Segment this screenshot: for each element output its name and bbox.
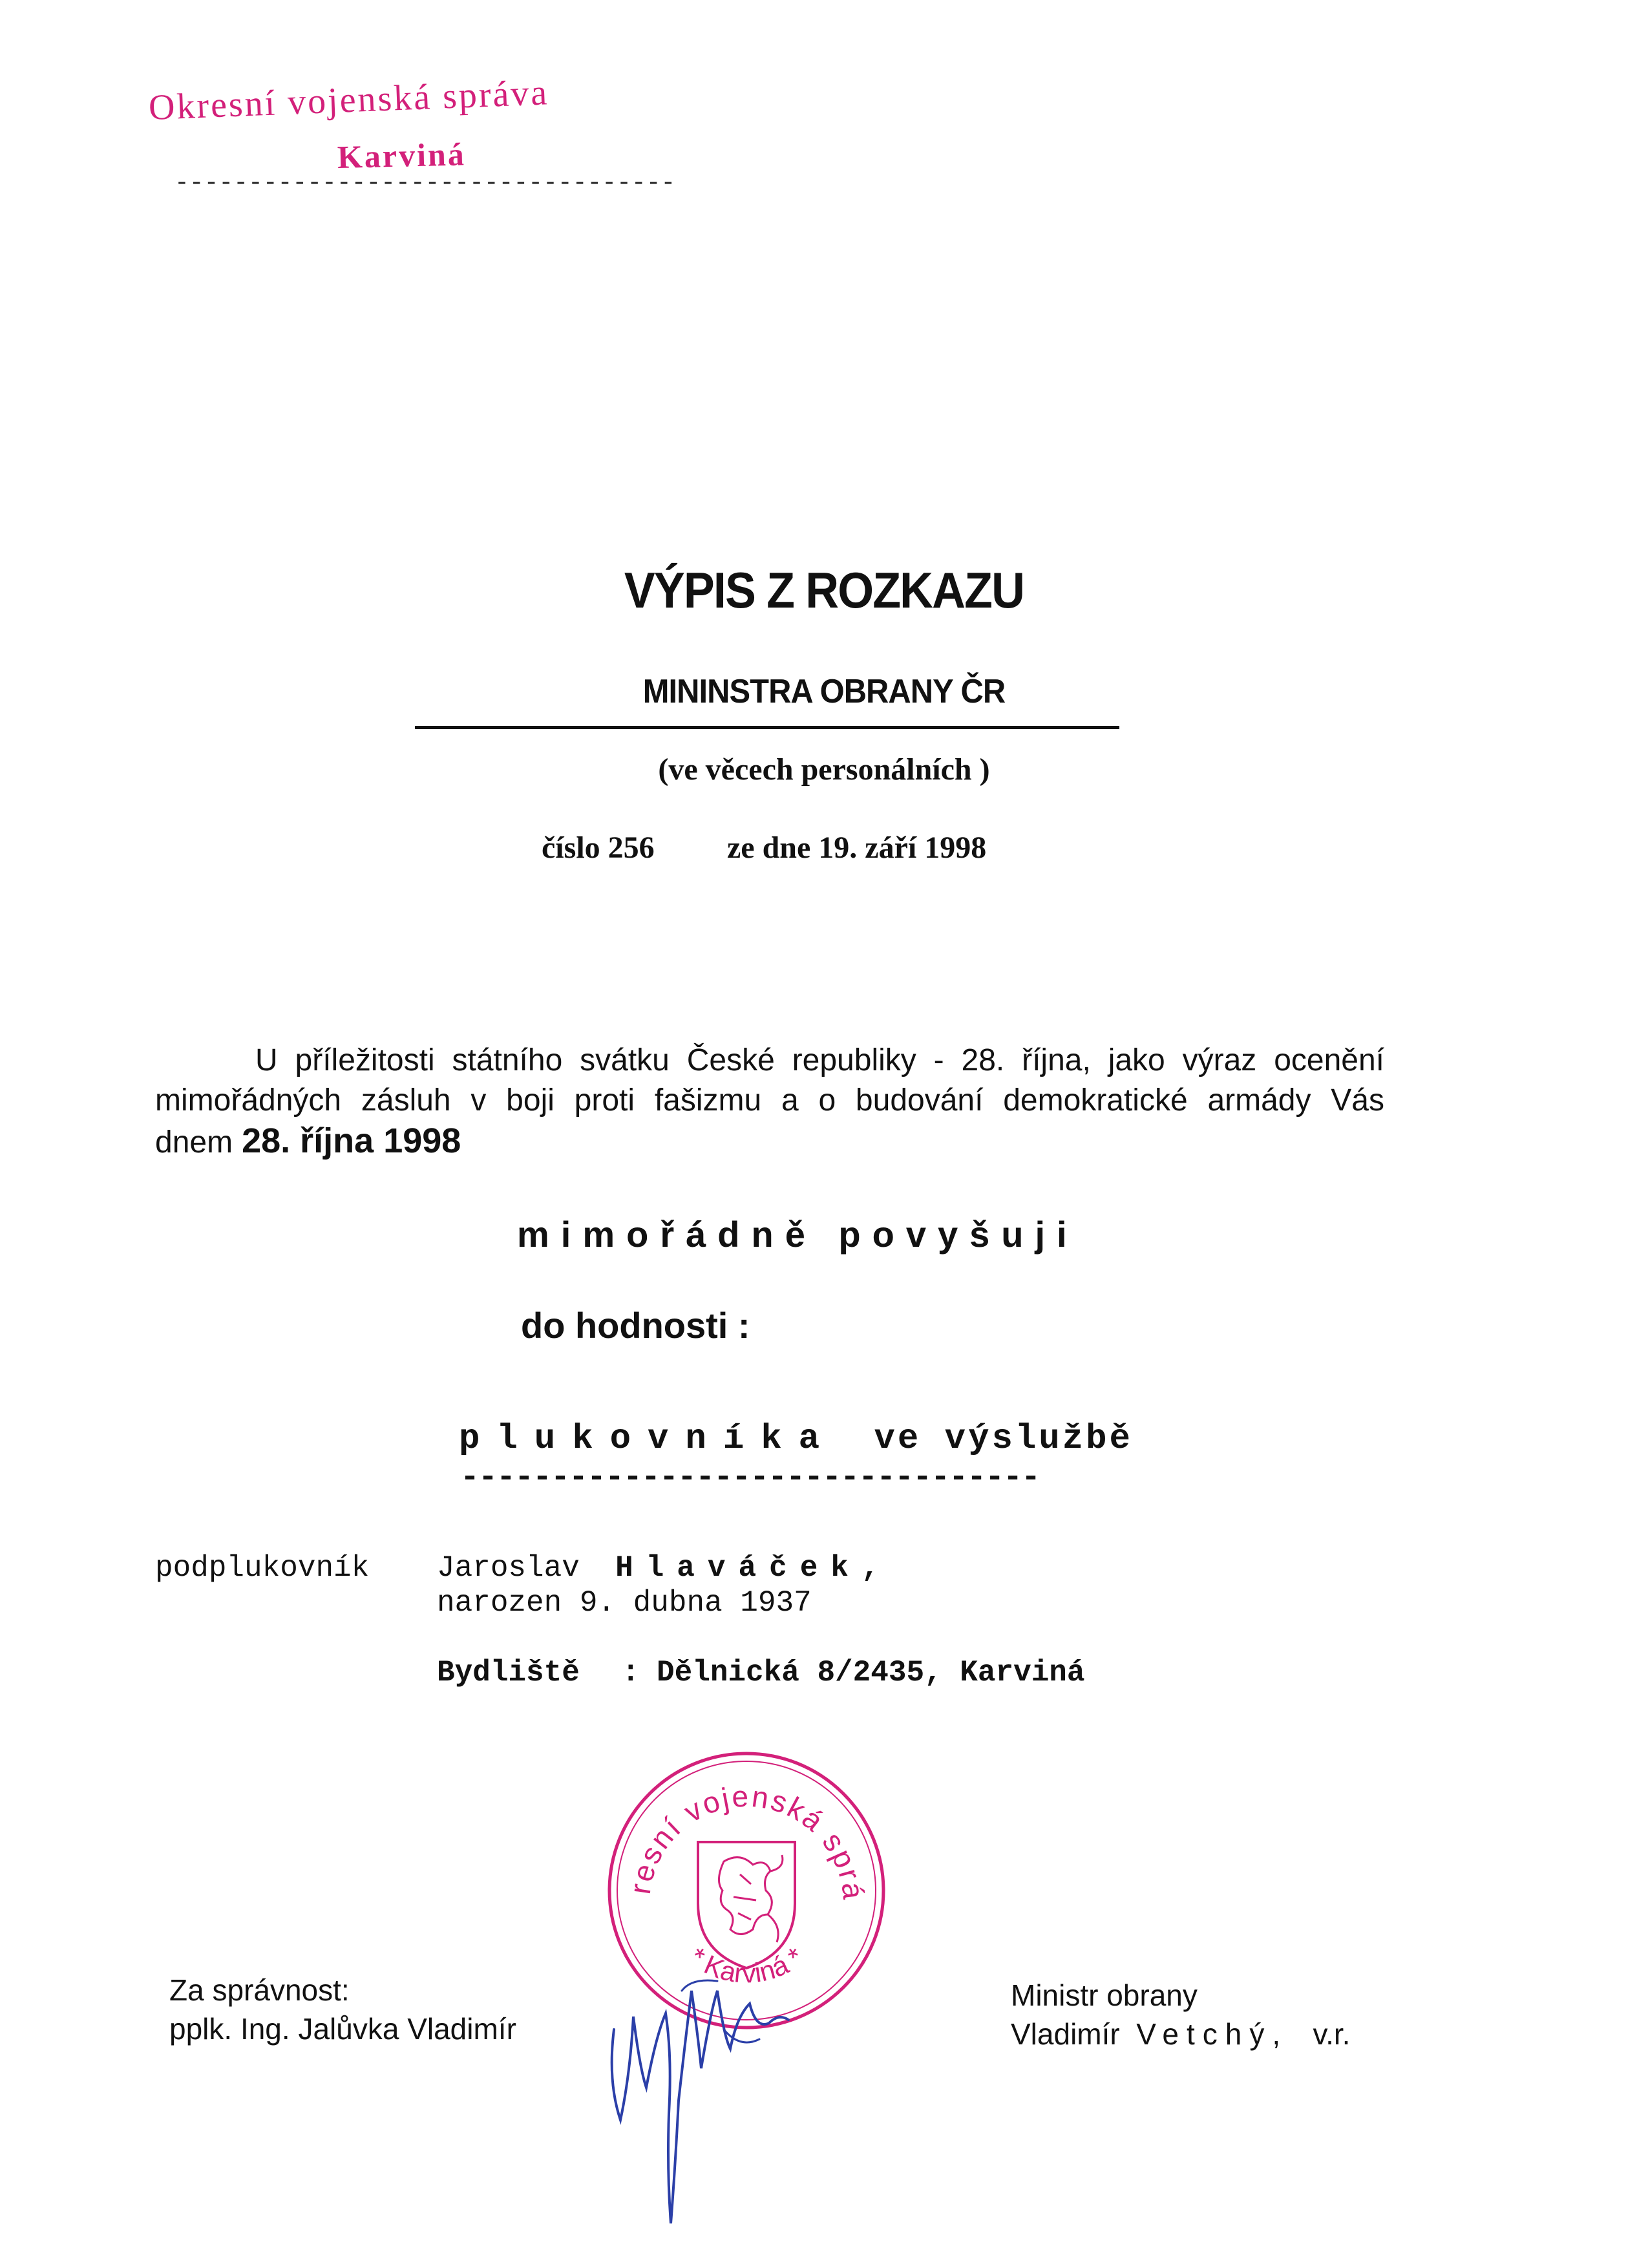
new-rank-value: plukovníka: [459, 1419, 837, 1459]
document-subtitle: MININSTRA OBRANY ČR: [642, 673, 1006, 710]
body-line-2: mimořádných zásluh v boji proti fašizmu a o budování demokratické armády Vás: [155, 1083, 1384, 1118]
document-scope: (ve věcech personálních ): [658, 752, 990, 787]
person-name: [437, 1551, 893, 1585]
body-paragraph: [155, 1041, 1384, 1163]
title-divider: [415, 726, 1119, 729]
svg-text:* Karviná *: * Karviná *: [684, 1941, 809, 1989]
new-rank: [459, 1419, 1133, 1459]
minister-suffix: v.r.: [1313, 2017, 1351, 2051]
promotion-date: 28. října 1998: [242, 1121, 461, 1160]
handwritten-signature: [595, 1952, 840, 2243]
promotion-statement: mimořádně povyšuji: [517, 1214, 1079, 1255]
minister-title: Ministr obrany: [1011, 1978, 1198, 2012]
current-rank: podplukovník: [155, 1551, 370, 1585]
person-surname: Hlaváček,: [615, 1551, 893, 1585]
verifier-name: pplk. Ing. Jalůvka Vladimír: [169, 2012, 516, 2046]
body-line-3: [155, 1121, 1384, 1163]
verification-label: Za správnost:: [169, 1973, 350, 2007]
order-number: číslo 256: [542, 831, 655, 865]
person-first-name: Jaroslav: [437, 1551, 580, 1585]
office-stamp-line2: Karviná: [337, 136, 467, 175]
rank-underline: --------------------------------: [460, 1459, 1040, 1496]
header-dash-line: ----------------------------------: [174, 169, 676, 197]
body-line-3-prefix: dnem: [155, 1125, 233, 1160]
order-date: ze dne 19. září 1998: [727, 831, 987, 865]
body-line-1: U příležitosti státního svátku České republiky - 28. října, jako výraz ocenění: [255, 1043, 1384, 1077]
signature-icon: [595, 1952, 840, 2243]
document-title: VÝPIS Z ROZKAZU: [624, 562, 1024, 619]
minister-surname: Vetchý,: [1136, 2017, 1289, 2051]
address-separator: :: [622, 1656, 640, 1690]
svg-text:Okresní vojenská správa: resní vojenská sprá: [622, 1779, 871, 1903]
new-rank-suffix: ve výslužbě: [874, 1419, 1133, 1459]
rank-label: do hodnosti :: [521, 1305, 750, 1346]
address-value: Dělnická 8/2435, Karviná: [657, 1656, 1085, 1690]
person-birth: narozen 9. dubna 1937: [437, 1586, 812, 1620]
minister-first-name: Vladimír: [1011, 2017, 1120, 2051]
office-stamp-line1: Okresní vojenská správa: [147, 72, 550, 128]
minister-name: [1011, 2017, 1350, 2051]
address-label: Bydliště: [437, 1656, 580, 1690]
